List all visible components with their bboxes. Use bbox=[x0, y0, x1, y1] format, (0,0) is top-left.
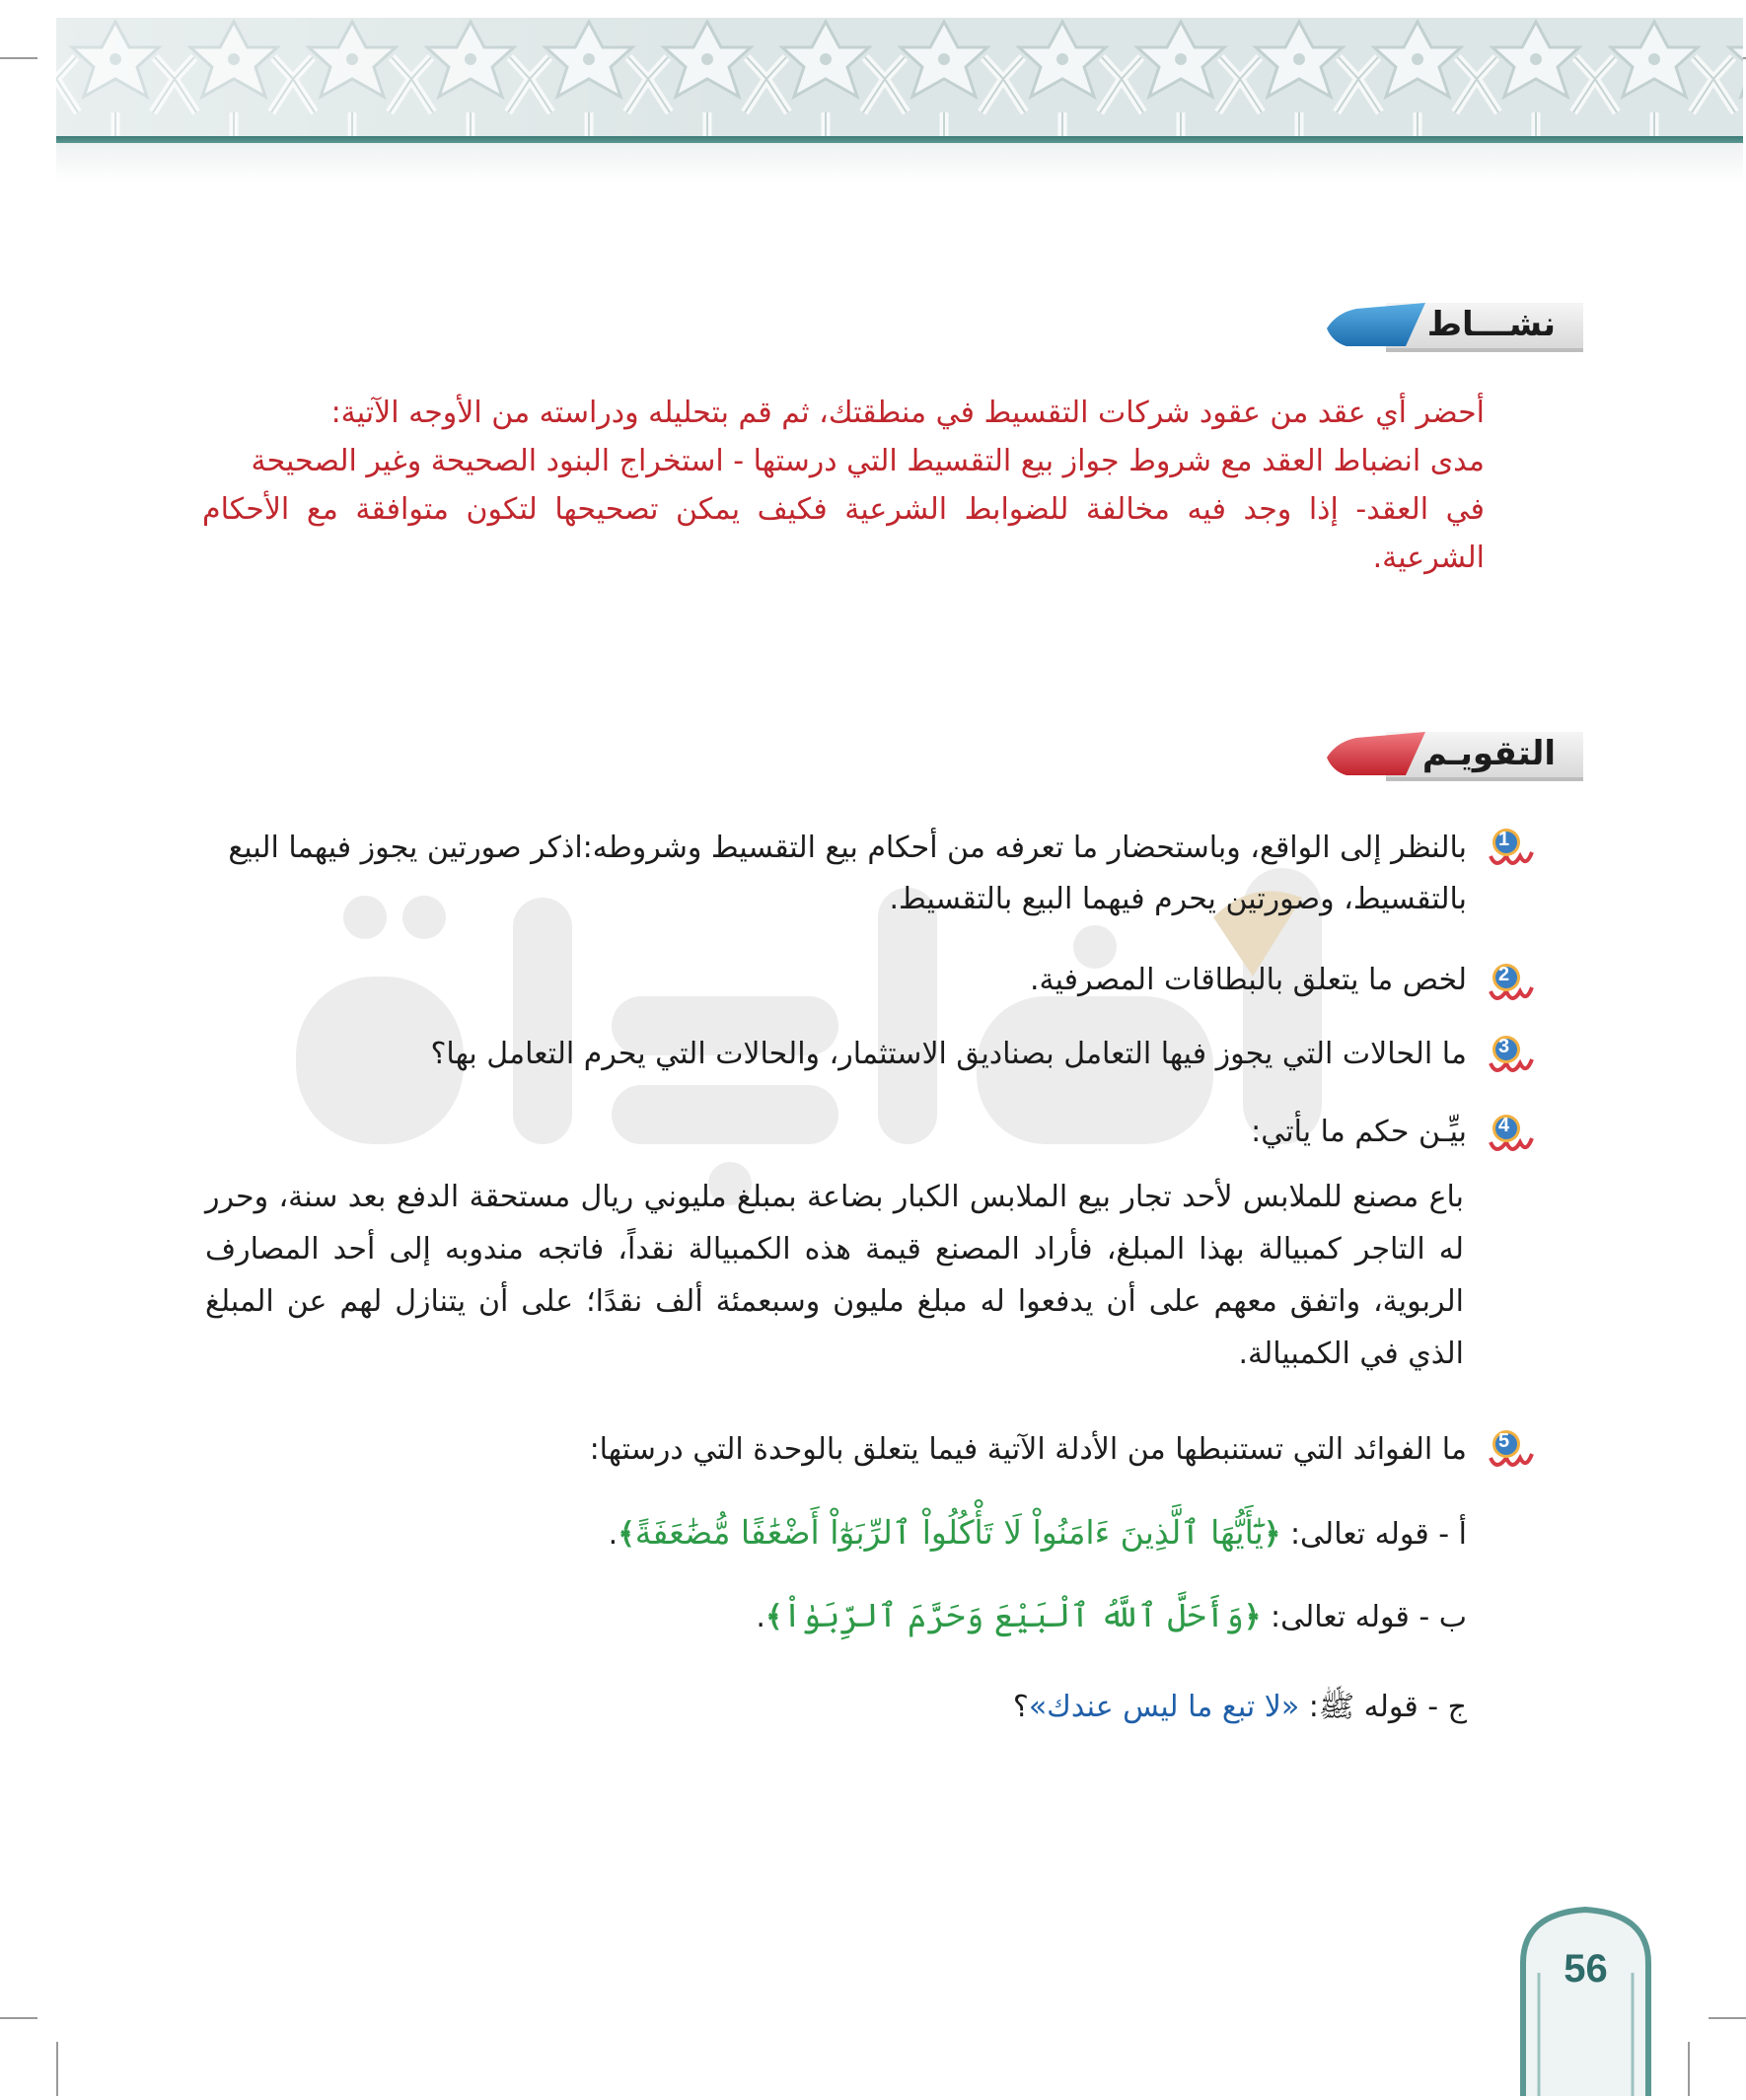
crop-mark bbox=[0, 2017, 37, 2019]
question-number: 2 bbox=[1498, 964, 1510, 985]
hadith-text: «لا تبع ما ليس عندك» bbox=[1028, 1690, 1300, 1724]
crop-mark bbox=[0, 57, 37, 59]
header-ornament-band bbox=[56, 18, 1743, 140]
activity-line: أحضر أي عقد من عقود شركات التقسيط في منطقتك، ثم قم بتحليله ودراسته من الأوجه الآتية: bbox=[330, 396, 1485, 430]
crop-mark bbox=[1688, 2042, 1690, 2096]
evidence-c bbox=[1013, 1689, 1467, 1731]
question-number: 1 bbox=[1498, 829, 1510, 850]
question-3-text: ما الحالات التي يجوز فيها التعامل بصناديق الاستثمار، والحالات التي يحرم التعامل بها؟ bbox=[430, 1037, 1467, 1071]
question-number-badge bbox=[1485, 1034, 1534, 1077]
question-number: 5 bbox=[1498, 1430, 1510, 1452]
evidence-a-prefix: أ - قوله تعالى: bbox=[1289, 1517, 1467, 1552]
quran-verse-b: وَأَحَلَّ ٱللَّهُ ٱلْبَيْعَ وَحَرَّمَ ٱلرِّبَوٰاْ bbox=[782, 1596, 1244, 1634]
activity-heading: نشـــاط bbox=[1426, 305, 1556, 344]
question-number: 4 bbox=[1498, 1115, 1510, 1136]
evidence-c-prefix: ج - قوله ﷺ: bbox=[1308, 1690, 1467, 1724]
activity-line: مدى انضباط العقد مع شروط جواز بيع التقسيط التي درستها - استخراج البنود الصحيحة وغير الصحيحة bbox=[251, 444, 1485, 478]
page-tab-shape-icon bbox=[1519, 1904, 1652, 2096]
question-number-badge bbox=[1485, 827, 1534, 870]
question-number-badge bbox=[1485, 1113, 1534, 1156]
header-shadow bbox=[56, 143, 1743, 182]
quran-bracket-close: ﴾ bbox=[618, 1517, 635, 1552]
evaluation-section-tag bbox=[1327, 728, 1585, 785]
page-number: 56 bbox=[1564, 1947, 1608, 1991]
question-number: 3 bbox=[1498, 1036, 1510, 1057]
quran-verse-a: يَٰٓأَيُّهَا ٱلَّذِينَ ءَامَنُواْ لَا تَأْكُلُواْ ٱلرِّبَوٰٓاْ أَضْعَٰفًا مُّضَٰعَفَةً bbox=[634, 1513, 1264, 1552]
geometric-pattern-icon bbox=[56, 18, 1743, 140]
crop-mark bbox=[56, 2042, 58, 2096]
activity-line: في العقد- إذا وجد فيه مخالفة للضوابط الشرعية فكيف يمكن تصحيحها لتكون متوافقة مع الأحكام الشرعية. bbox=[202, 492, 1485, 575]
quran-bracket-close: ﴾ bbox=[764, 1600, 783, 1634]
evidence-b-end: . bbox=[756, 1600, 765, 1634]
question-2-text: لخص ما يتعلق بالبطاقات المصرفية. bbox=[1030, 963, 1467, 997]
case-scenario-text: باع مصنع للملابس لأحد تجار بيع الملابس الكبار بضاعة بمبلغ مليوني ريال مستحقة الدفع بعد سنة، وحرر له التاجر كمبيالة بهذا المبلغ، فأراد المصنع قيمة هذه الكمبيالة نقداً، فاتجه مندوبه إلى أحد المصارف الربوية، واتفق معهم على أن يدفعوا له مبلغ مليون وسبعمئة ألف نقدًا؛ على أن يتنازل لهم عن المبلغ الذي في الكمبيالة. bbox=[205, 1180, 1464, 1371]
question-number-badge bbox=[1485, 962, 1534, 1005]
quran-bracket-open: ﴿ bbox=[1263, 1517, 1281, 1552]
evidence-a-end: . bbox=[608, 1517, 618, 1552]
activity-text bbox=[202, 389, 1485, 582]
evidence-b bbox=[756, 1596, 1467, 1634]
question-1-text: بالنظر إلى الواقع، وباستحضار ما تعرفه من أحكام بيع التقسيط وشروطه:اذكر صورتين يجوز فيهما البيع بالتقسيط، وصورتين يحرم فيهما البيع بالتقسيط. bbox=[228, 831, 1467, 916]
activity-section-tag bbox=[1327, 299, 1585, 356]
evidence-b-prefix: ب - قوله تعالى: bbox=[1271, 1600, 1467, 1634]
evidence-a bbox=[609, 1513, 1467, 1552]
crop-mark bbox=[1709, 2017, 1746, 2019]
question-4-text: بيِّـن حكم ما يأتي: bbox=[1251, 1115, 1467, 1149]
quran-bracket-open: ﴿ bbox=[1243, 1600, 1262, 1634]
header-teal-rule bbox=[56, 136, 1743, 143]
question-5-text: ما الفوائد التي تستنبطها من الأدلة الآتية فيما يتعلق بالوحدة التي درستها: bbox=[589, 1432, 1467, 1467]
evidence-c-end: ؟ bbox=[1012, 1690, 1029, 1724]
page-number-tab bbox=[1519, 1904, 1652, 2096]
question-number-badge bbox=[1485, 1428, 1534, 1472]
evaluation-heading: التقويـم bbox=[1421, 734, 1556, 773]
